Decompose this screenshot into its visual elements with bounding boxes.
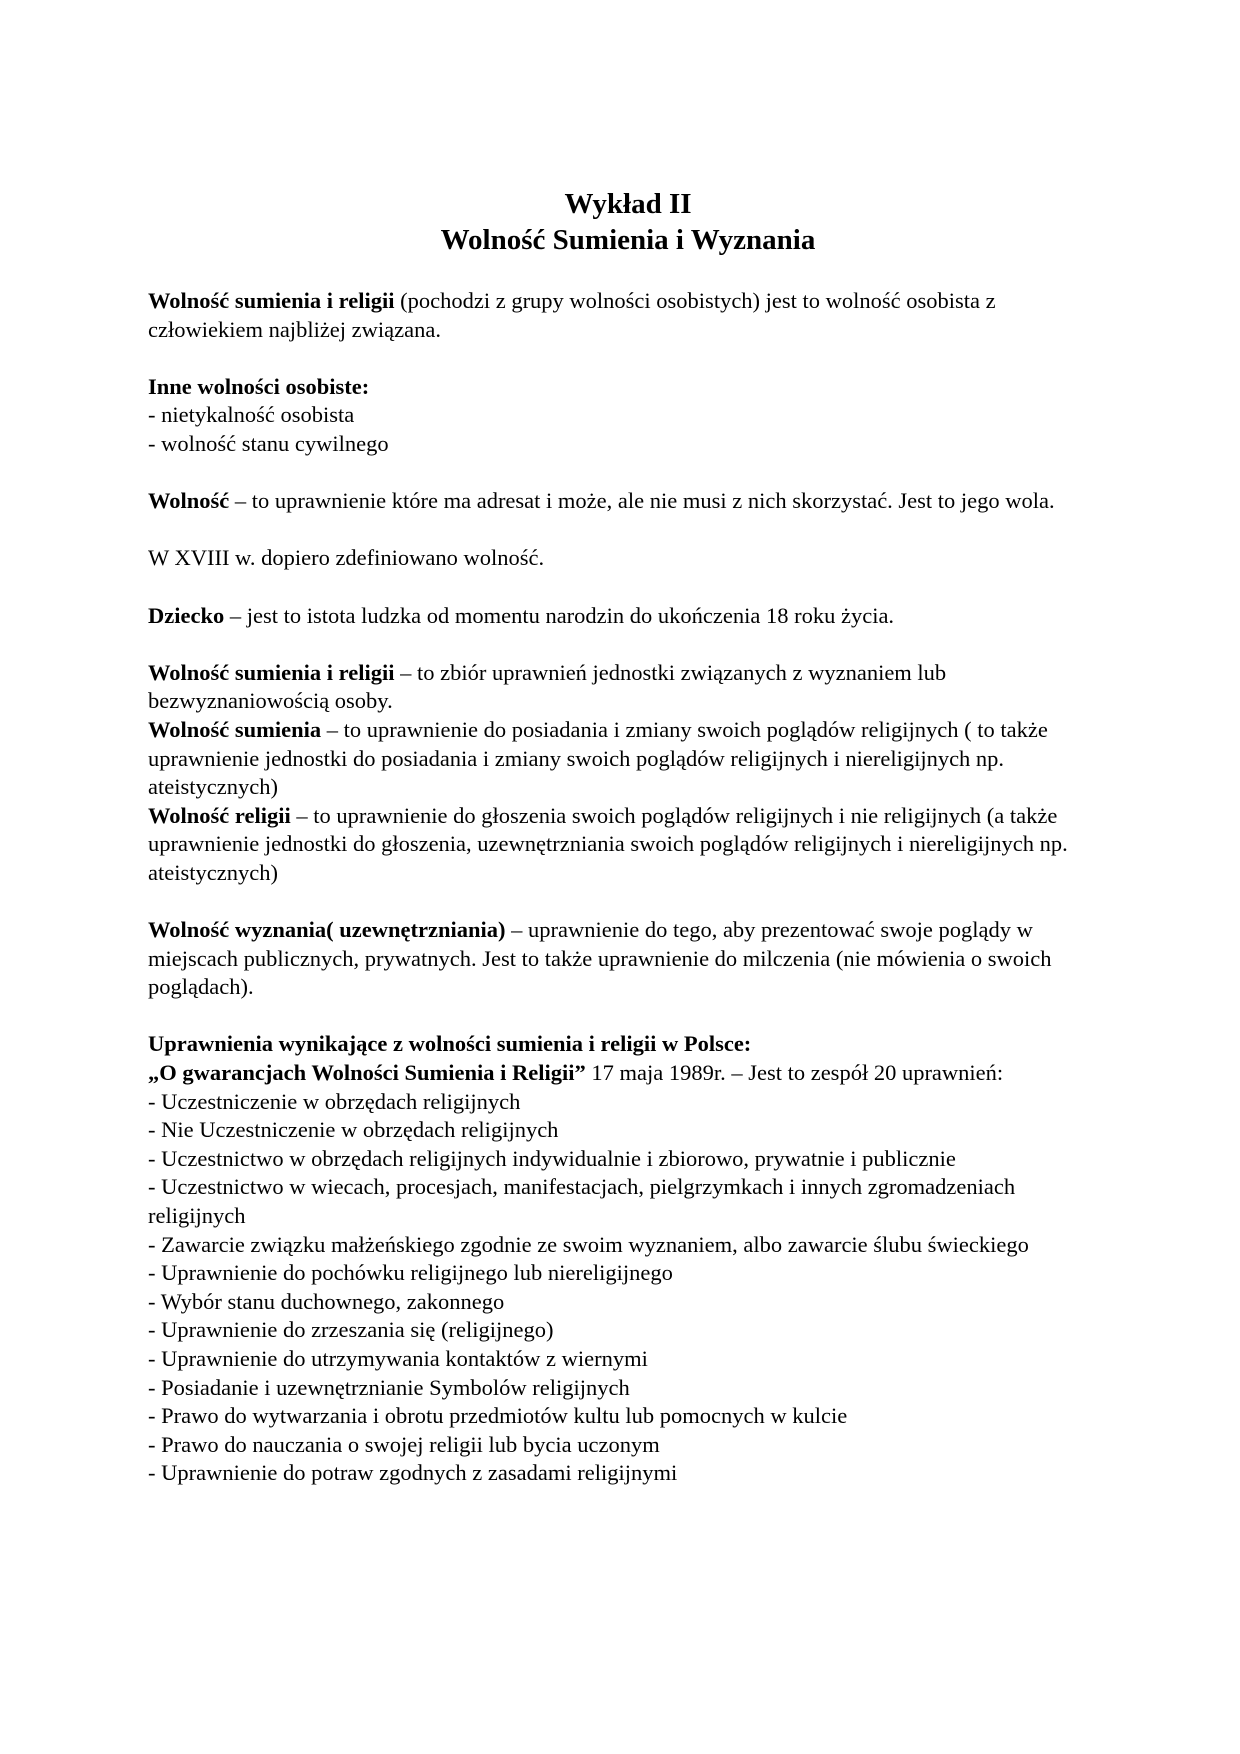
list-item: - Uprawnienie do pochówku religijnego lub niereligijnego	[148, 1260, 673, 1286]
paragraph-text: – to uprawnienie do głoszenia swoich poglądów religijnych i nie religijnych (a także uprawnienie jednostki do głoszenia, uzewnętrzniania swoich poglądów religijnych i niereligijnych np. ateistycznych)	[148, 802, 1068, 885]
list-item: - Prawo do wytwarzania i obrotu przedmiotów kultu lub pomocnych w kulcie	[148, 1403, 848, 1429]
section-heading-rights: Uprawnienia wynikające z wolności sumienia i religii w Polsce:	[148, 1031, 752, 1057]
term-bold: Wolność sumienia i religii	[148, 288, 395, 313]
list-item: - Uprawnienie do zrzeszania się (religijnego)	[148, 1317, 554, 1343]
term-bold: Dziecko	[148, 602, 225, 628]
paragraph-conscience-religion	[148, 659, 1108, 716]
list-item: - Nie Uczestniczenie w obrzędach religijnych	[148, 1117, 559, 1143]
document-body	[148, 287, 1108, 1488]
paragraph-intro	[148, 287, 1108, 344]
list-item: - Zawarcie związku małżeńskiego zgodnie ze swoim wyznaniem, albo zawarcie ślubu świeckiego	[148, 1231, 1029, 1257]
paragraph-text: – to uprawnienie które ma adresat i może, ale nie musi z nich skorzystać. Jest to jego wola.	[229, 488, 1055, 514]
list-item: - Prawo do nauczania o swojej religii lub bycia uczonym	[148, 1431, 660, 1457]
section-heading-other-freedoms: Inne wolności osobiste:	[148, 373, 370, 399]
document-title	[124, 186, 1132, 258]
term-bold: Wolność wyznania( uzewnętrzniania)	[148, 917, 506, 943]
paragraph-text: 17 maja 1989r. – Jest to zespół 20 uprawnień:	[585, 1060, 1004, 1086]
term-bold: Wolność sumienia i religii	[148, 659, 395, 685]
paragraph-religion	[148, 802, 1108, 888]
list-item: - wolność stanu cywilnego	[148, 430, 389, 456]
paragraph-confession	[148, 916, 1108, 1002]
paragraph-text: – jest to istota ludzka od momentu narodzin do ukończenia 18 roku życia.	[224, 602, 895, 628]
term-bold: Wolność religii	[148, 802, 291, 828]
list-item: - Uprawnienie do potraw zgodnych z zasadami religijnymi	[148, 1460, 678, 1486]
paragraph-conscience	[148, 716, 1108, 802]
paragraph-text: – uprawnienie do tego, aby prezentować swoje poglądy w miejscach publicznych, prywatnych. Jest to także uprawnienie do milczenia (nie mówienia o swoich poglądach).	[148, 917, 1052, 1000]
list-item: - Uprawnienie do utrzymywania kontaktów z wiernymi	[148, 1345, 648, 1371]
list-item: - nietykalność osobista	[148, 402, 355, 428]
title-line-1: Wykład II	[564, 188, 692, 220]
paragraph-act	[148, 1059, 1108, 1088]
paragraph-text: – to zbiór uprawnień jednostki związanych z wyznaniem lub bezwyznaniowością osoby.	[148, 659, 947, 714]
term-bold: Wolność	[148, 488, 230, 514]
list-item: - Wybór stanu duchownego, zakonnego	[148, 1288, 505, 1314]
act-title: „O gwarancjach Wolności Sumienia i Religii”	[148, 1060, 586, 1086]
list-item: - Uczestnictwo w wiecach, procesjach, manifestacjach, pielgrzymkach i innych zgromadzeniach religijnych	[148, 1174, 1016, 1228]
title-line-2: Wolność Sumienia i Wyznania	[440, 224, 816, 256]
paragraph-child-definition	[148, 602, 1108, 631]
list-item: - Uczestnictwo w obrzędach religijnych indywidualnie i zbiorowo, prywatnie i publicznie	[148, 1145, 956, 1171]
document-page	[148, 186, 1108, 1488]
paragraph-text: (pochodzi z grupy wolności osobistych) jest to wolność osobista z człowiekiem najbliżej związana.	[148, 288, 996, 342]
list-item: - Posiadanie i uzewnętrznianie Symbolów religijnych	[148, 1374, 630, 1400]
paragraph-xviii: W XVIII w. dopiero zdefiniowano wolność.	[148, 545, 545, 571]
paragraph-text: – to uprawnienie do posiadania i zmiany swoich poglądów religijnych ( to także uprawnienie jednostki do posiadania i zmiany swoich poglądów religijnych i niereligijnych np. ateistycznych)	[148, 716, 1048, 800]
term-bold: Wolność sumienia	[148, 716, 322, 742]
paragraph-freedom-definition	[148, 487, 1108, 516]
list-item: - Uczestniczenie w obrzędach religijnych	[148, 1088, 521, 1114]
